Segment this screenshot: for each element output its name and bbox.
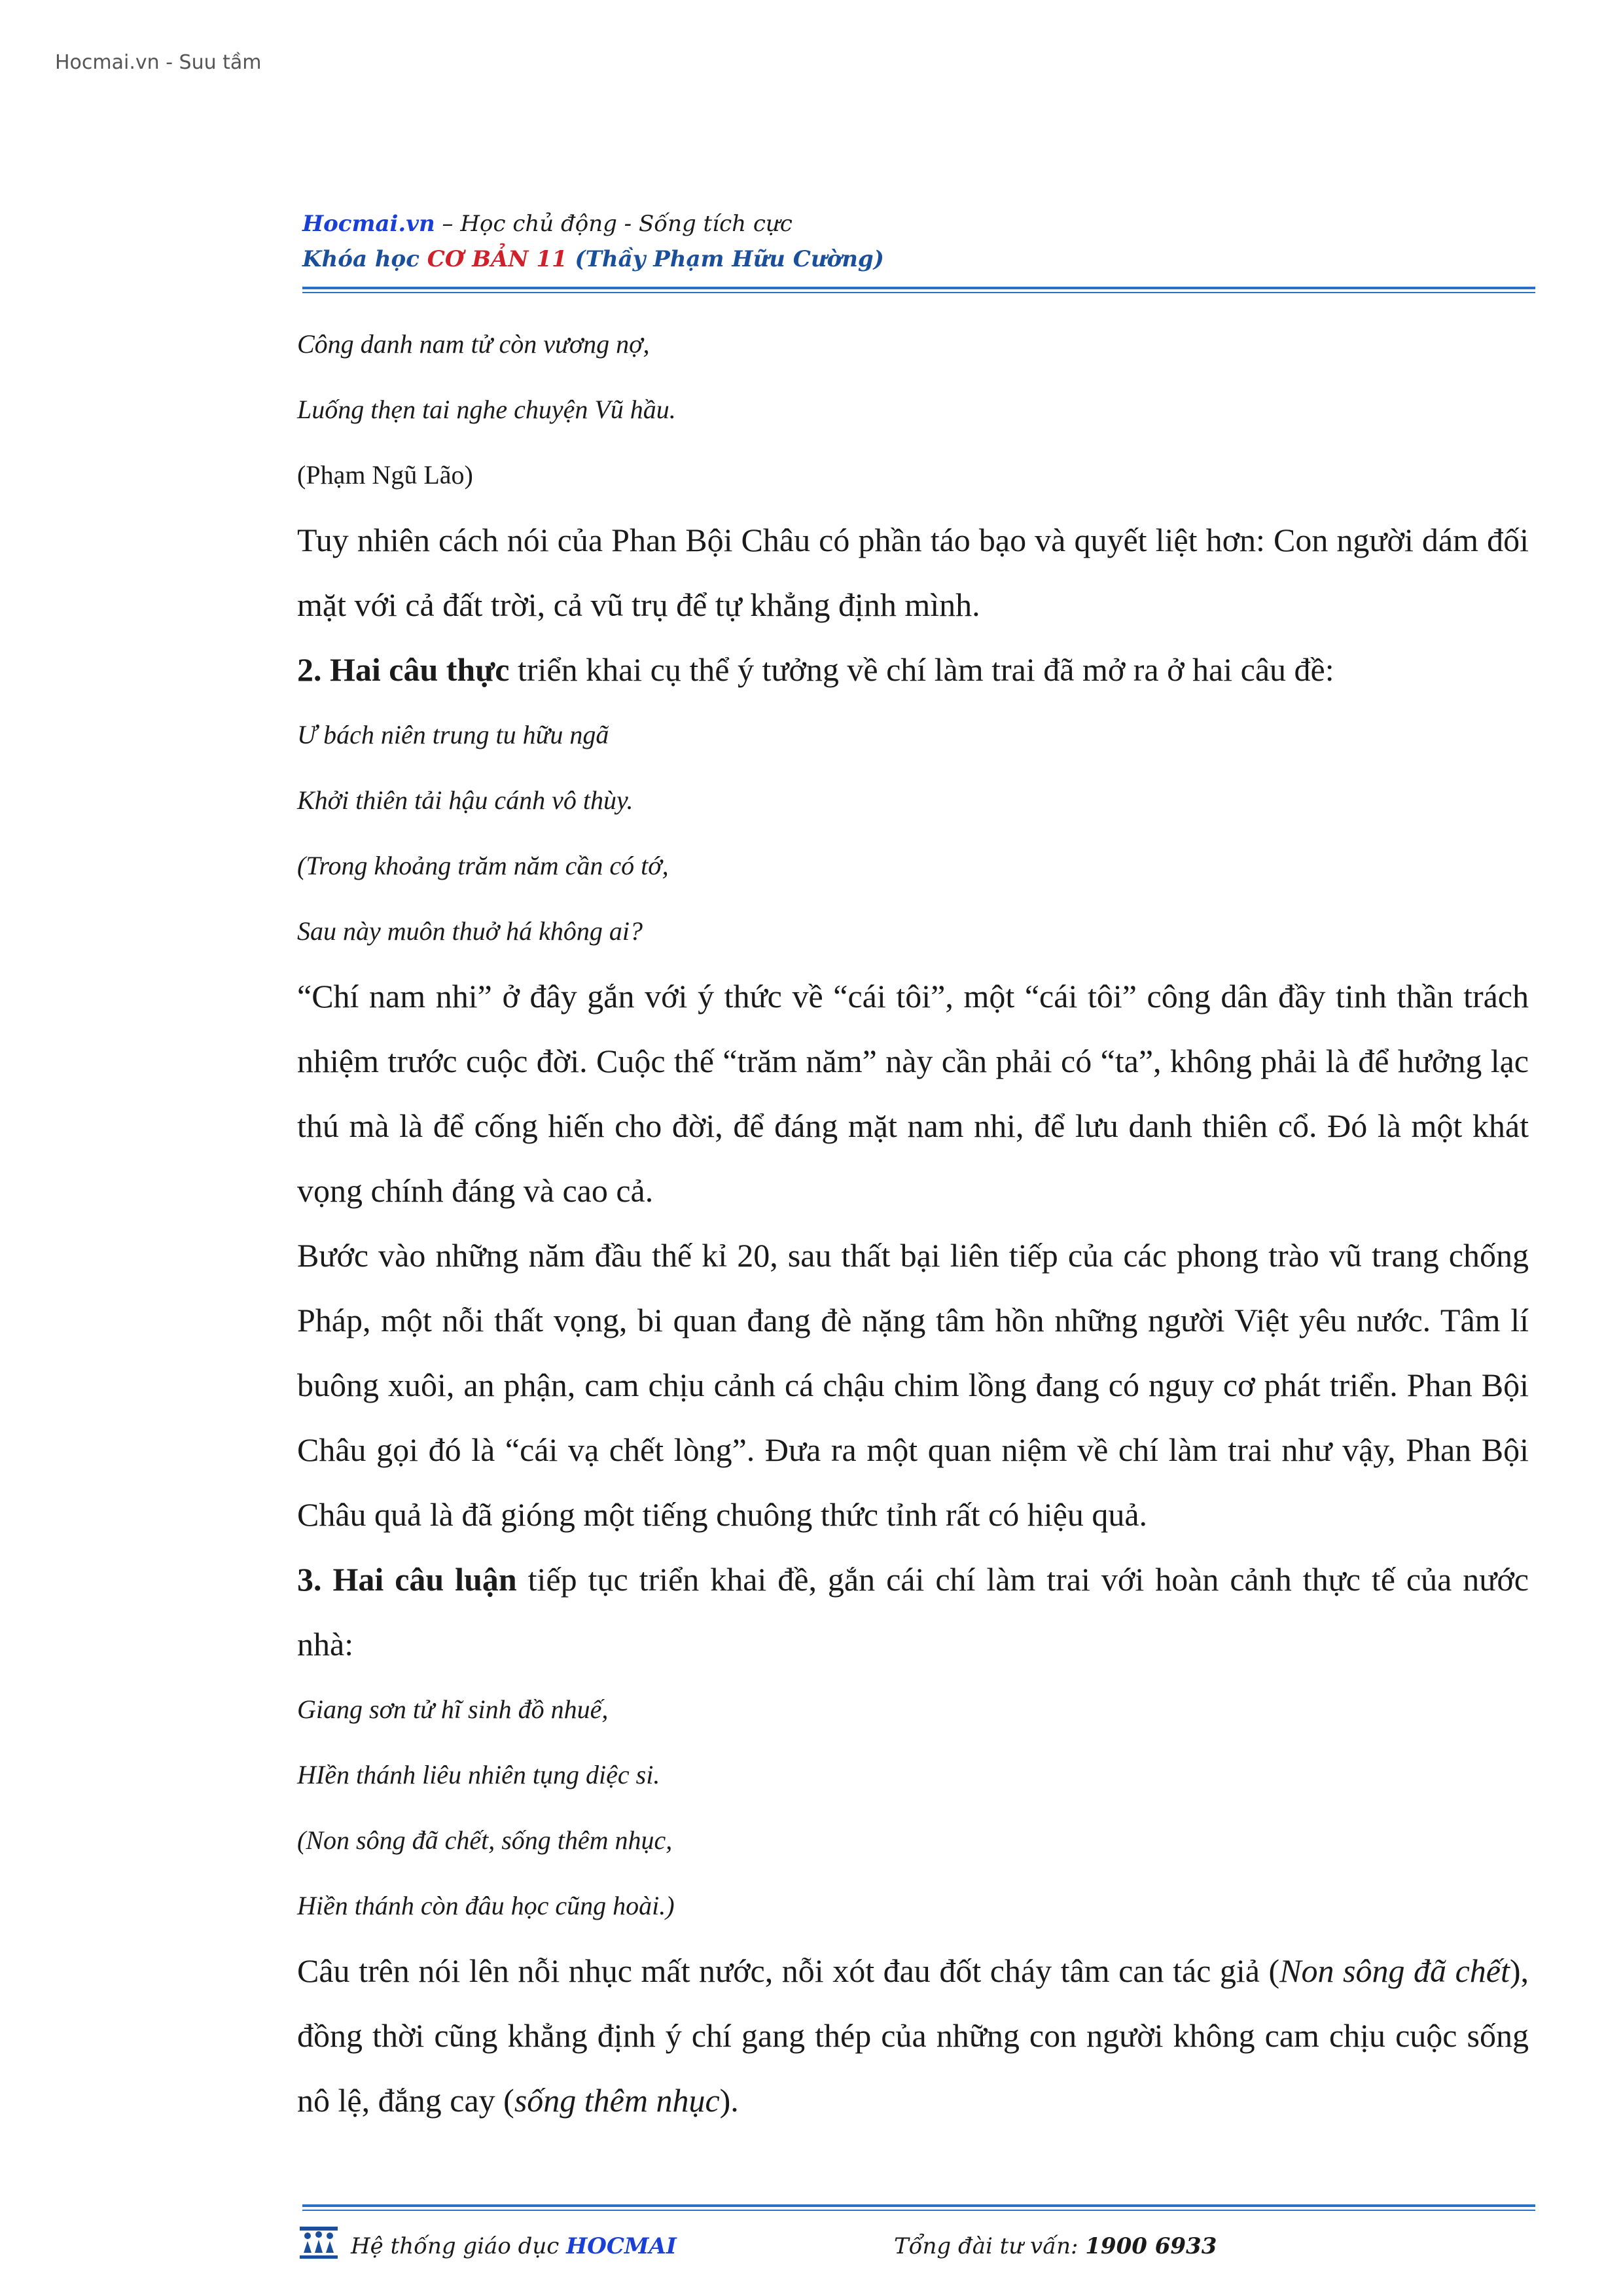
hotline-label: Tổng đài tư vấn: bbox=[894, 2233, 1086, 2259]
teacher: (Thầy Phạm Hữu Cường) bbox=[567, 246, 884, 272]
verse-line: Hiền thánh còn đâu học cũng hoài.) bbox=[297, 1891, 675, 1920]
footer-label: Hệ thống giáo dục bbox=[351, 2233, 567, 2259]
document-body bbox=[297, 312, 1529, 2133]
footer-left bbox=[351, 2233, 677, 2259]
text-run: ). bbox=[719, 2082, 739, 2119]
italic-run: Non sông đã chết bbox=[1279, 1952, 1510, 1989]
watermark: Hocmai.vn - Suu tầm bbox=[55, 51, 262, 74]
slogan: – Học chủ động - Sống tích cực bbox=[435, 211, 793, 237]
hocmai-logo-icon bbox=[298, 2224, 339, 2261]
verse-line: (Trong khoảng trăm năm cần có tớ, bbox=[297, 851, 669, 880]
section-2 bbox=[297, 637, 1529, 702]
course-name: CƠ BẢN 11 bbox=[427, 246, 567, 272]
verse-line: Ư bách niên trung tu hữu ngã bbox=[297, 720, 609, 749]
brand-name: Hocmai.vn bbox=[302, 211, 435, 237]
text-run: Câu trên nói lên nỗi nhục mất nước, nỗi xót đau đốt cháy tâm can tác giả ( bbox=[297, 1952, 1280, 1989]
paragraph: “Chí nam nhi” ở đây gắn với ý thức về “cái tôi”, một “cái tôi” công dân đầy tinh thần trách nhiệm trước cuộc đời. Cuộc thế “trăm năm” này cần phải có “ta”, không phải là để hưởng lạc thú mà là để cống hiến cho đời, để đáng mặt nam nhi, để lưu danh thiên cổ. Đó là một khát vọng chính đáng và cao cả. bbox=[297, 978, 1529, 1209]
footer-right bbox=[894, 2233, 1217, 2259]
section-heading: 3. Hai câu luận bbox=[297, 1561, 517, 1598]
paragraph: Tuy nhiên cách nói của Phan Bội Châu có phần táo bạo và quyết liệt hơn: Con người dám đối mặt với cả đất trời, cả vũ trụ để tự khẳng định mình. bbox=[297, 522, 1529, 623]
course-prefix: Khóa học bbox=[302, 246, 427, 272]
section-text: triển khai cụ thể ý tưởng về chí làm trai đã mở ra ở hai câu đề: bbox=[509, 651, 1334, 688]
footer-rule-thin bbox=[302, 2210, 1535, 2211]
hotline-number: 1900 6933 bbox=[1085, 2233, 1217, 2259]
verse-line: Khởi thiên tải hậu cánh vô thùy. bbox=[297, 785, 633, 815]
header-line-2 bbox=[302, 246, 884, 272]
text-run: ), đồng thời cũng khẳng định ý chí gang thép của những con người không cam chịu cuộc sống nô lệ, đắng cay ( bbox=[297, 1952, 1529, 2119]
verse-line: HIền thánh liêu nhiên tụng diệc si. bbox=[297, 1760, 660, 1789]
verse-line: (Non sông đã chết, sống thêm nhục, bbox=[297, 1825, 673, 1855]
verse-line: Sau này muôn thuở há không ai? bbox=[297, 916, 643, 946]
verse-line: Công danh nam tử còn vương nợ, bbox=[297, 329, 650, 359]
footer-brand: HOCMAI bbox=[566, 2233, 677, 2259]
verse-line: Luống thẹn tai nghe chuyện Vũ hầu. bbox=[297, 395, 676, 424]
section-text: tiếp tục triển khai đề, gắn cái chí làm trai với hoàn cảnh thực tế của nước nhà: bbox=[297, 1561, 1529, 1662]
header-rule-thin bbox=[302, 292, 1535, 293]
verse-source: (Phạm Ngũ Lão) bbox=[297, 460, 473, 490]
section-heading: 2. Hai câu thực bbox=[297, 651, 510, 688]
header-line-1 bbox=[302, 211, 793, 237]
paragraph: Bước vào những năm đầu thế kỉ 20, sau thất bại liên tiếp của các phong trào vũ trang chống Pháp, một nỗi thất vọng, bi quan đang đè nặng tâm hồn những người Việt yêu nước. Tâm lí buông xuôi, an phận, cam chịu cảnh cá chậu chim lồng đang có nguy cơ phát triển. Phan Bội Châu gọi đó là “cái vạ chết lòng”. Đưa ra một quan niệm về chí làm trai như vậy, Phan Bội Châu quả là đã gióng một tiếng chuông thức tỉnh rất có hiệu quả. bbox=[297, 1237, 1529, 1533]
paragraph bbox=[297, 1939, 1529, 2133]
header-rule-thick bbox=[302, 287, 1535, 289]
italic-run: sống thêm nhục bbox=[514, 2082, 720, 2119]
verse-line: Giang sơn tử hĩ sinh đồ nhuế, bbox=[297, 1695, 609, 1724]
footer-rule-thick bbox=[302, 2204, 1535, 2207]
section-3 bbox=[297, 1547, 1529, 1677]
